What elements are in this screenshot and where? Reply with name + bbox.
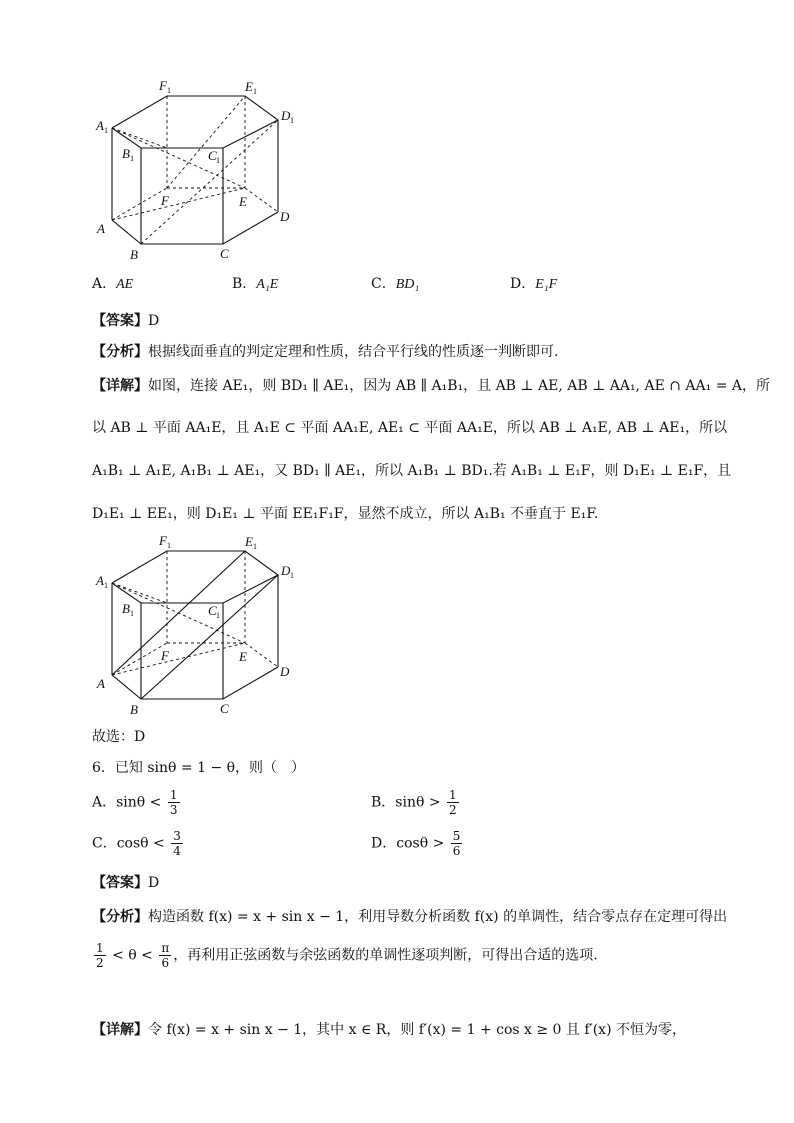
svg-text:D: D — [280, 209, 290, 224]
svg-text:F: F — [161, 648, 169, 663]
svg-text:C: C — [220, 701, 229, 716]
svg-text:D: D — [281, 108, 291, 123]
svg-text:1: 1 — [104, 126, 108, 135]
svg-text:F: F — [161, 193, 169, 208]
svg-text:E: E — [245, 534, 253, 549]
q6-stem: 6．已知 sinθ = 1 − θ，则（ ） — [92, 760, 306, 776]
svg-text:C: C — [208, 603, 217, 618]
svg-text:B: B — [130, 247, 138, 262]
q5-option-d: D．E₁F — [510, 276, 558, 292]
q6-analysis-line-1: 【分析】构造函数 f(x) = x + sin x − 1，利用导数分析函数 f(x) 的单调性，结合零点存在定理可得出 — [92, 909, 728, 925]
svg-text:1: 1 — [290, 116, 294, 125]
svg-text:C: C — [208, 148, 217, 163]
q5-choose: 故选：D — [92, 729, 146, 745]
q5-option-a: A．AE — [92, 276, 134, 292]
svg-text:A: A — [97, 676, 105, 691]
svg-text:B: B — [122, 146, 130, 161]
svg-text:F: F — [159, 78, 167, 93]
svg-text:D: D — [281, 563, 291, 578]
q5-analysis: 【分析】根据线面垂直的判定定理和性质，结合平行线的性质逐一判断即可. — [92, 344, 559, 360]
svg-text:1: 1 — [167, 541, 171, 550]
svg-text:F: F — [159, 533, 167, 548]
prism-figure-1 — [95, 78, 310, 270]
q5-answer: 【答案】D — [92, 313, 160, 329]
q5-option-b: B．A₁E — [232, 276, 279, 292]
svg-text:A: A — [97, 221, 105, 236]
q5-option-c: C．BD₁ — [371, 276, 420, 292]
svg-text:1: 1 — [167, 86, 171, 95]
svg-text:E: E — [239, 649, 247, 664]
svg-text:1: 1 — [130, 154, 134, 163]
svg-text:1: 1 — [216, 156, 220, 165]
svg-text:C: C — [220, 246, 229, 261]
q6-option-c: C．cosθ < $\frac{3}{4}$ — [92, 829, 181, 858]
q6-option-d: D．cosθ > $\frac{5}{6}$ — [371, 829, 461, 858]
svg-text:1: 1 — [130, 609, 134, 618]
q5-detail-line-2: 以 AB ⊥ 平面 AA₁E，且 A₁E ⊂ 平面 AA₁E, AE₁ ⊂ 平面 AA₁E，所以 AB ⊥ A₁E, AB ⊥ AE₁，所以 — [92, 420, 728, 436]
svg-text:A: A — [96, 573, 104, 588]
svg-text:B: B — [122, 601, 130, 616]
svg-text:B: B — [130, 702, 138, 717]
svg-text:1: 1 — [216, 611, 220, 620]
svg-text:A: A — [96, 118, 104, 133]
q5-detail-line-4: D₁E₁ ⊥ EE₁，则 D₁E₁ ⊥ 平面 EE₁F₁F，显然不成立，所以 A₁B₁ 不垂直于 E₁F. — [92, 506, 599, 522]
q6-answer: 【答案】D — [92, 875, 160, 891]
q6-option-a: A．sinθ < $\frac{1}{3}$ — [92, 788, 178, 817]
svg-text:1: 1 — [253, 542, 257, 551]
q6-detail: 【详解】令 f(x) = x + sin x − 1，其中 x ∈ R，则 f′(x) = 1 + cos x ≥ 0 且 f′(x) 不恒为零， — [92, 1022, 686, 1038]
svg-text:1: 1 — [253, 87, 257, 96]
q6-option-b: B．sinθ > $\frac{1}{2}$ — [371, 788, 457, 817]
svg-text:1: 1 — [104, 581, 108, 590]
svg-text:E: E — [245, 79, 253, 94]
q5-detail-line-3: A₁B₁ ⊥ A₁E, A₁B₁ ⊥ AE₁，又 BD₁ ∥ AE₁，所以 A₁B₁ ⊥ BD₁.若 A₁B₁ ⊥ E₁F，则 D₁E₁ ⊥ E₁F，且 — [92, 463, 732, 479]
prism-figure-2 — [95, 533, 310, 725]
svg-text:1: 1 — [290, 571, 294, 580]
svg-text:E: E — [239, 194, 247, 209]
q6-analysis-line-2: $\frac{1}{2}$ < θ < $\frac{\pi}{6}$ ，再利用正弦函数与余弦函数的单调性逐项判断，可得出合适的选项. — [96, 941, 598, 970]
svg-text:D: D — [280, 664, 290, 679]
q5-detail-line-1: 【详解】如图，连接 AE₁，则 BD₁ ∥ AE₁，因为 AB ∥ A₁B₁，且 AB ⊥ AE, AB ⊥ AA₁, AE ∩ AA₁ = A，所 — [92, 378, 770, 394]
